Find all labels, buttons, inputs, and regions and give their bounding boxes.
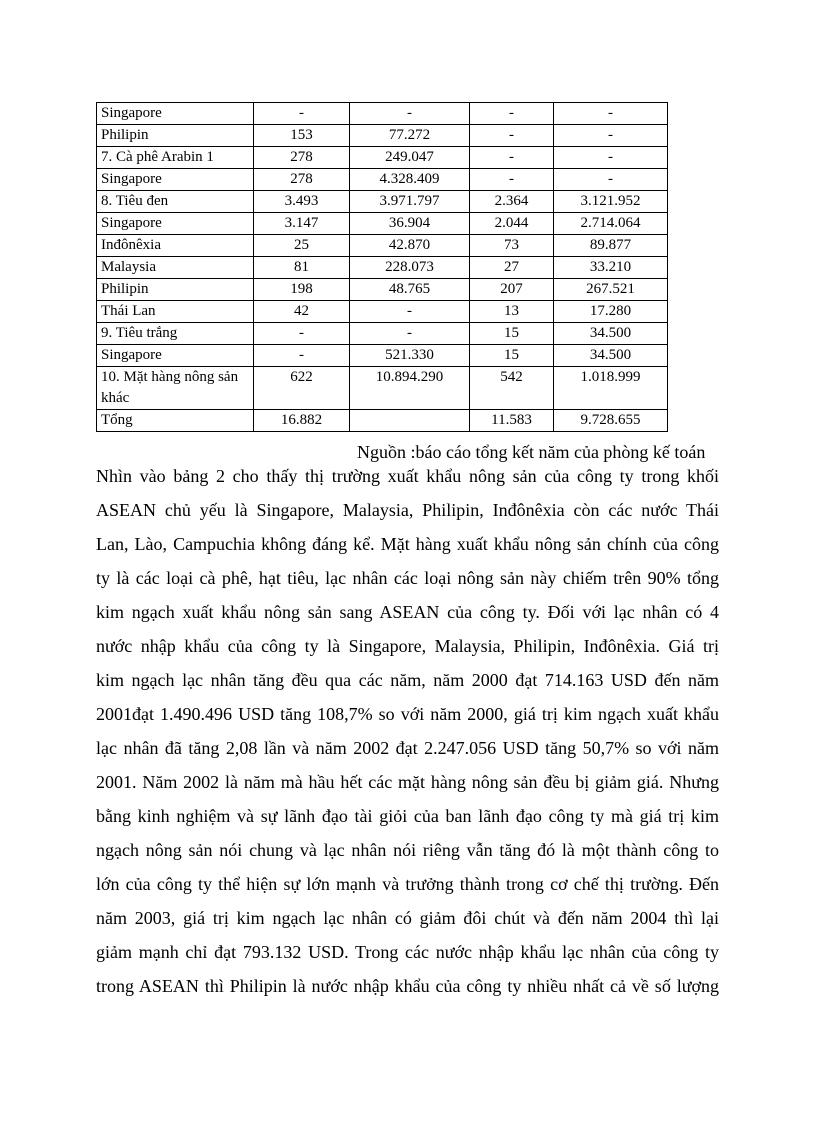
paragraph-line: giảm mạnh chỉ đạt 793.132 USD. Trong các nước nhập khẩu lạc nhân của công ty [96, 942, 719, 962]
row-label: 7. Cà phê Arabin 1 [97, 147, 254, 169]
table-row [97, 279, 668, 301]
cell-value: - [350, 301, 470, 323]
cell-value: 89.877 [554, 235, 668, 257]
cell-value [350, 410, 470, 432]
cell-value: 81 [254, 257, 350, 279]
table-row [97, 103, 668, 125]
row-label: Inđônêxia [97, 235, 254, 257]
paragraph-line: 2001đạt 1.490.496 USD tăng 108,7% so với năm 2000, giá trị kim ngạch xuất khẩu [96, 704, 719, 724]
cell-value: 3.493 [254, 191, 350, 213]
row-label: Thái Lan [97, 301, 254, 323]
cell-value: 42.870 [350, 235, 470, 257]
cell-value: 249.047 [350, 147, 470, 169]
cell-value: 48.765 [350, 279, 470, 301]
cell-value: - [254, 345, 350, 367]
cell-value: 15 [470, 345, 554, 367]
cell-value: - [470, 103, 554, 125]
paragraph-line: ngạch nông sản nói chung và lạc nhân nói riêng vẫn tăng đó là một thành công to [96, 840, 719, 860]
cell-value: - [254, 323, 350, 345]
source-note: Nguồn :báo cáo tổng kết năm của phòng kế toán [357, 442, 706, 462]
table-row [97, 125, 668, 147]
cell-value: 1.018.999 [554, 367, 668, 410]
cell-value: 198 [254, 279, 350, 301]
cell-value: 17.280 [554, 301, 668, 323]
paragraph-line: ty là các loại cà phê, hạt tiêu, lạc nhân các loại nông sản này chiếm trên 90% tổng [96, 568, 719, 588]
cell-value: 34.500 [554, 323, 668, 345]
cell-value: 542 [470, 367, 554, 410]
paragraph-line: kim ngạch xuất khẩu nông sản sang ASEAN của công ty. Đối với lạc nhân có 4 [96, 602, 719, 622]
cell-value: 10.894.290 [350, 367, 470, 410]
cell-value: 34.500 [554, 345, 668, 367]
cell-value: 153 [254, 125, 350, 147]
paragraph-line: năm 2003, giá trị kim ngạch lạc nhân có giảm đôi chút và đến năm 2004 thì lại [96, 908, 719, 928]
row-label: 8. Tiêu đen [97, 191, 254, 213]
paragraph-line: lớn của công ty thể hiện sự lớn mạnh và trưởng thành trong cơ chế thị trường. Đến [96, 874, 719, 894]
row-label: Philipin [97, 125, 254, 147]
paragraph-line: nước nhập khẩu của công ty là Singapore, Malaysia, Philipin, Inđônêxia. Giá trị [96, 636, 719, 656]
cell-value: 3.971.797 [350, 191, 470, 213]
cell-value: 228.073 [350, 257, 470, 279]
cell-value: - [554, 169, 668, 191]
cell-value: - [254, 103, 350, 125]
row-label: Tổng [97, 410, 254, 432]
cell-value: 9.728.655 [554, 410, 668, 432]
cell-value: - [350, 323, 470, 345]
table-row [97, 323, 668, 345]
row-label: 10. Mặt hàng nông sản khác [97, 367, 254, 410]
row-label: Singapore [97, 345, 254, 367]
table-row [97, 367, 668, 410]
cell-value: 2.364 [470, 191, 554, 213]
table-row [97, 191, 668, 213]
cell-value: 278 [254, 169, 350, 191]
cell-value: 278 [254, 147, 350, 169]
table-row [97, 410, 668, 432]
cell-value: - [554, 125, 668, 147]
cell-value: 33.210 [554, 257, 668, 279]
cell-value: 11.583 [470, 410, 554, 432]
row-label: 9. Tiêu trắng [97, 323, 254, 345]
cell-value: 15 [470, 323, 554, 345]
cell-value: 36.904 [350, 213, 470, 235]
cell-value: 16.882 [254, 410, 350, 432]
paragraph-line: kim ngạch lạc nhân tăng đều qua các năm, năm 2000 đạt 714.163 USD đến năm [96, 670, 719, 690]
cell-value: - [554, 103, 668, 125]
cell-value: 2.044 [470, 213, 554, 235]
table-row [97, 235, 668, 257]
table-row [97, 257, 668, 279]
export-table [96, 102, 668, 432]
paragraph-line: Lan, Lào, Campuchia không đáng kể. Mặt hàng xuất khẩu nông sản chính của công [96, 534, 719, 554]
table-row [97, 147, 668, 169]
cell-value: 77.272 [350, 125, 470, 147]
cell-value: 2.714.064 [554, 213, 668, 235]
cell-value: - [350, 103, 470, 125]
paragraph-line: bằng kinh nghiệm và sự lãnh đạo tài giỏi của ban lãnh đạo công ty mà giá trị kim [96, 806, 719, 826]
paragraph-line: lạc nhân đã tăng 2,08 lần và năm 2002 đạt 2.247.056 USD tăng 50,7% so với năm [96, 738, 719, 758]
table-row [97, 169, 668, 191]
cell-value: - [470, 147, 554, 169]
paragraph-line: Nhìn vào bảng 2 cho thấy thị trường xuất khẩu nông sản của công ty trong khối [96, 466, 719, 486]
row-label: Singapore [97, 103, 254, 125]
cell-value: 73 [470, 235, 554, 257]
cell-value: - [470, 125, 554, 147]
table-row [97, 213, 668, 235]
paragraph-line: trong ASEAN thì Philipin là nước nhập khẩu của công ty nhiều nhất cả về số lượng [96, 976, 719, 996]
row-label: Singapore [97, 169, 254, 191]
cell-value: - [554, 147, 668, 169]
cell-value: 27 [470, 257, 554, 279]
cell-value: 207 [470, 279, 554, 301]
table-row [97, 345, 668, 367]
cell-value: 4.328.409 [350, 169, 470, 191]
row-label: Philipin [97, 279, 254, 301]
cell-value: 13 [470, 301, 554, 323]
body-paragraph [96, 459, 719, 1003]
cell-value: 3.147 [254, 213, 350, 235]
cell-value: 622 [254, 367, 350, 410]
row-label: Malaysia [97, 257, 254, 279]
cell-value: 42 [254, 301, 350, 323]
cell-value: 25 [254, 235, 350, 257]
row-label: Singapore [97, 213, 254, 235]
cell-value: 267.521 [554, 279, 668, 301]
cell-value: 3.121.952 [554, 191, 668, 213]
cell-value: - [470, 169, 554, 191]
table-body [97, 103, 668, 432]
paragraph-line: 2001. Năm 2002 là năm mà hầu hết các mặt hàng nông sản đều bị giảm giá. Nhưng [96, 772, 719, 792]
table-row [97, 301, 668, 323]
paragraph-line: ASEAN chủ yếu là Singapore, Malaysia, Philipin, Inđônêxia còn các nước Thái [96, 500, 719, 520]
cell-value: 521.330 [350, 345, 470, 367]
